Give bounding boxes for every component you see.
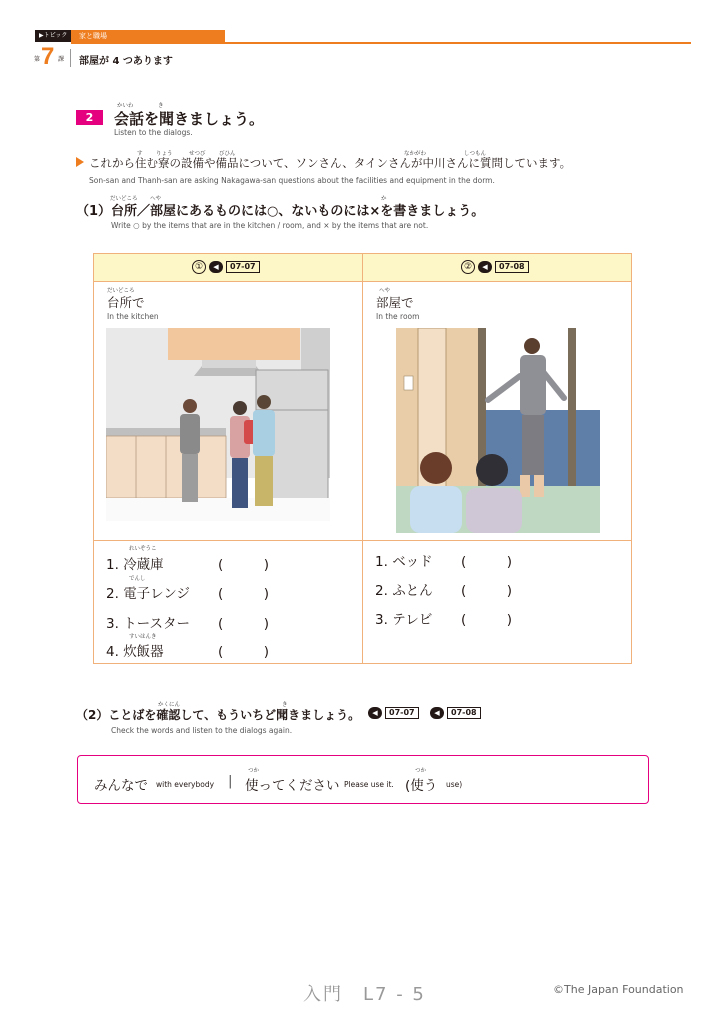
ruby: かいわ [117, 103, 134, 109]
ruby: だいどころ [110, 196, 138, 202]
track-label: 07-08 [495, 261, 529, 273]
item-text: 冷蔵庫 [123, 557, 164, 573]
answer-blank[interactable]: ( ) [218, 644, 270, 660]
place-english: In the room [376, 312, 420, 321]
triangle-arrow-icon [76, 157, 84, 167]
kitchen-illustration [106, 328, 330, 521]
answer-blank[interactable]: ( ) [461, 554, 513, 570]
ruby: すいはんき [129, 634, 157, 640]
page-number: 入門 L7 - 5 [303, 984, 426, 1005]
list-item [106, 612, 190, 632]
ruby: なかがわ [404, 151, 427, 157]
vocab-word: みんなで [94, 778, 148, 794]
question-number: （2） [76, 708, 109, 722]
intro-text: これから住む寮の設備や備品について、ソンさん、タインさんが中川さんに質問しています。 [89, 156, 572, 170]
copyright: ©The Japan Foundation [553, 983, 684, 996]
item-number: 2. [375, 583, 388, 599]
ruby: せつび [189, 151, 206, 157]
ruby: つか [415, 768, 427, 774]
answer-blank[interactable]: ( ) [218, 586, 270, 602]
item-text: テレビ [392, 612, 433, 628]
answer-blank[interactable]: ( ) [461, 612, 513, 628]
header-rule [71, 42, 691, 44]
place-english: In the kitchen [107, 312, 159, 321]
vocabulary-box [77, 755, 649, 804]
ruby: だいどころ [107, 288, 135, 294]
ruby: す [137, 151, 143, 157]
vocab-word: (使う [405, 778, 438, 794]
track-label: 07-07 [385, 707, 419, 719]
ruby: き [282, 702, 288, 708]
ruby: りょう [156, 151, 173, 157]
table-divider [362, 254, 363, 663]
speaker-icon[interactable]: ◀ [368, 707, 382, 719]
item-text: ベッド [392, 554, 433, 570]
question-1-english: Write ○ by the items that are in the kitchen / room, and × by the items that are not. [111, 221, 429, 230]
vocab-english: with everybody [156, 780, 215, 789]
question-text: ことばを確認して、もういちど聞きましょう。 [108, 708, 361, 722]
item-text: 電子レンジ [123, 586, 191, 602]
dialog-number: ① [192, 260, 206, 274]
item-number: 3. [375, 612, 388, 628]
speaker-icon[interactable]: ◀ [478, 261, 492, 273]
table-divider [94, 540, 631, 541]
section-number-badge: 2 [76, 110, 103, 125]
audio-control-1[interactable] [192, 260, 260, 274]
item-number: 1. [375, 554, 388, 570]
question-1 [76, 200, 484, 219]
vocab-english: use) [446, 780, 463, 789]
section-subtitle: Listen to the dialogs. [114, 128, 193, 137]
answer-blank[interactable]: ( ) [218, 616, 270, 632]
lesson-number: 7 [41, 43, 55, 70]
track-label: 07-07 [226, 261, 260, 273]
vocab-word: 使ってください [245, 778, 340, 794]
ruby: びひん [219, 151, 236, 157]
lesson-prefix: 第 [34, 56, 41, 63]
dialog-number: ② [461, 260, 475, 274]
section-title: 会話を聞きましょう。 [114, 110, 265, 128]
vocab-english: Please use it. [344, 780, 394, 789]
track-label: 07-08 [447, 707, 481, 719]
speaker-icon[interactable]: ◀ [209, 261, 223, 273]
topic-tag: ▶トピック [35, 30, 71, 42]
list-item [106, 640, 164, 660]
audio-control-4[interactable] [430, 707, 481, 719]
ruby: へや [150, 196, 162, 202]
place-label: 部屋で [376, 295, 414, 310]
ruby: れいぞうこ [129, 546, 157, 552]
exercise-table [93, 253, 632, 664]
item-number: 4. [106, 644, 119, 660]
lesson-suffix: 課 [58, 56, 65, 63]
place-label: 台所で [107, 295, 145, 310]
answer-blank[interactable]: ( ) [218, 557, 270, 573]
ruby: か [381, 196, 387, 202]
ruby: かくにん [158, 702, 181, 708]
list-item [106, 582, 190, 602]
question-number: （1） [76, 204, 112, 219]
list-item [375, 550, 433, 570]
ruby: へや [379, 288, 391, 294]
list-item [375, 608, 432, 628]
speaker-icon[interactable]: ◀ [430, 707, 444, 719]
audio-control-2[interactable] [461, 260, 529, 274]
answer-blank[interactable]: ( ) [461, 583, 513, 599]
item-number: 2. [106, 586, 119, 602]
intro-english: Son-san and Thanh-san are asking Nakagawa-san questions about the facilities and equipment in the dorm. [89, 176, 495, 185]
item-text: ふとん [392, 583, 433, 599]
question-text: 台所／部屋にあるものには○、ないものには×を書きましょう。 [111, 204, 485, 219]
ruby: でんし [129, 576, 146, 582]
question-2 [76, 706, 360, 723]
ruby: つか [248, 768, 260, 774]
lesson-title: 部屋が 4 つあります [79, 56, 173, 67]
list-item [106, 553, 164, 573]
item-number: 3. [106, 616, 119, 632]
header-divider [70, 49, 71, 67]
item-text: トースター [123, 616, 191, 632]
question-2-english: Check the words and listen to the dialogs again. [111, 726, 293, 735]
list-item [375, 579, 433, 599]
room-illustration [396, 328, 600, 533]
vocab-divider: | [228, 773, 233, 789]
ruby: き [158, 103, 164, 109]
ruby: しつもん [464, 151, 487, 157]
topic-bar: 家と職場 [71, 30, 225, 42]
item-text: 炊飯器 [123, 644, 164, 660]
item-number: 1. [106, 557, 119, 573]
audio-control-3[interactable] [368, 707, 419, 719]
